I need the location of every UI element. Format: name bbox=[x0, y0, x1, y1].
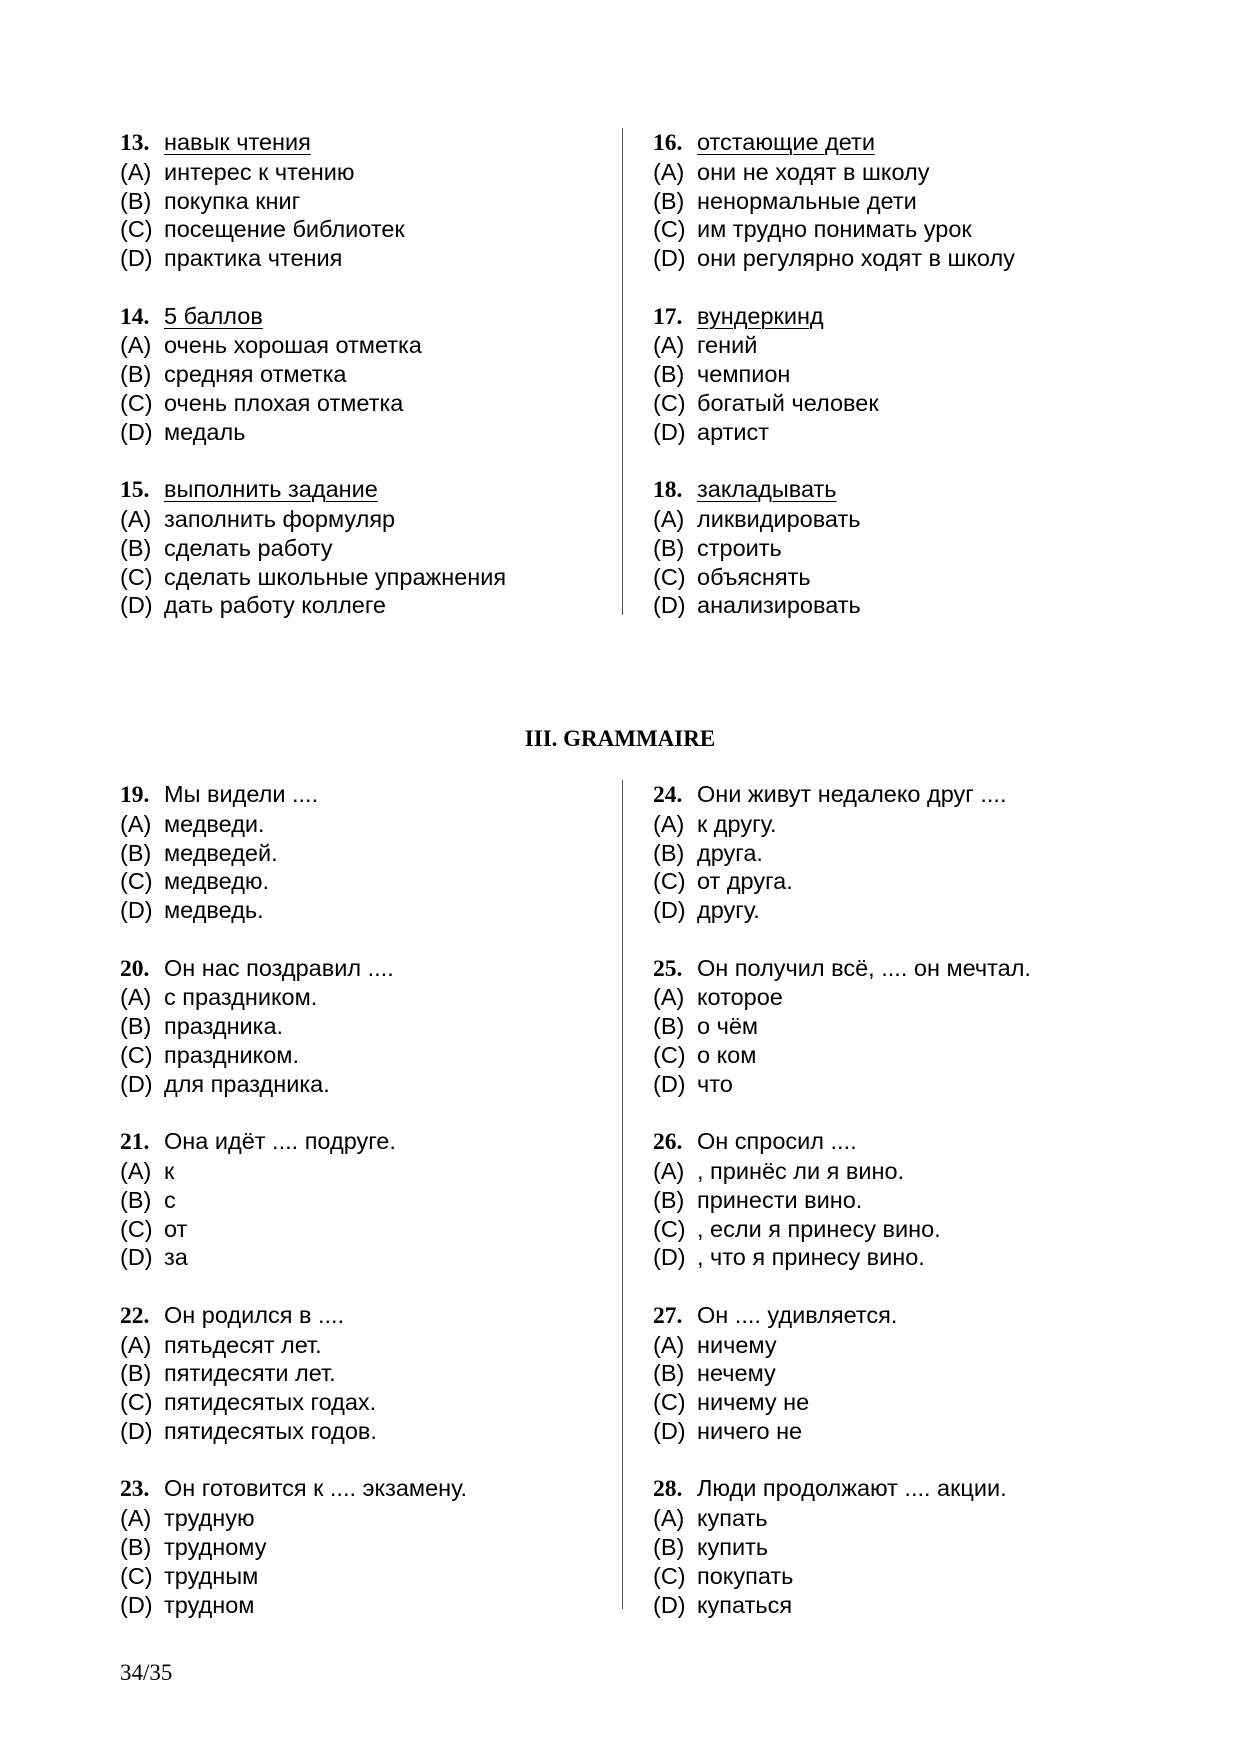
option-text: очень хорошая отметка bbox=[164, 332, 422, 359]
question-number: 20. bbox=[120, 955, 150, 982]
option-letter: (B) bbox=[120, 839, 152, 866]
question-14 bbox=[120, 302, 620, 447]
vocab-left-column bbox=[120, 128, 620, 649]
question-stem-line bbox=[120, 1474, 620, 1504]
question-23 bbox=[120, 1474, 620, 1619]
answer-option bbox=[120, 360, 620, 389]
option-text: ничего не bbox=[697, 1417, 803, 1444]
option-letter: (B) bbox=[120, 187, 152, 214]
option-text: покупать bbox=[697, 1562, 794, 1589]
question-stem-line bbox=[653, 128, 1153, 158]
answer-option bbox=[120, 1186, 620, 1215]
answer-option bbox=[653, 591, 1153, 620]
option-text: медведей. bbox=[164, 839, 278, 866]
answer-option bbox=[653, 360, 1153, 389]
question-stem-line bbox=[653, 780, 1153, 810]
option-text: трудном bbox=[164, 1591, 255, 1618]
option-text: принести вино. bbox=[697, 1186, 863, 1213]
answer-option bbox=[120, 591, 620, 620]
vocab-right-column bbox=[653, 128, 1153, 649]
question-stem: 5 баллов bbox=[164, 302, 263, 329]
option-letter: (D) bbox=[653, 592, 686, 619]
question-number: 26. bbox=[653, 1129, 683, 1156]
answer-option bbox=[653, 505, 1153, 534]
option-text: другу. bbox=[697, 897, 760, 924]
answer-option bbox=[120, 331, 620, 360]
option-text: о ком bbox=[697, 1041, 757, 1068]
question-number: 15. bbox=[120, 477, 150, 504]
option-letter: (A) bbox=[120, 984, 152, 1011]
question-stem: отстающие дети bbox=[697, 129, 875, 155]
answer-option bbox=[120, 1359, 620, 1388]
answer-option bbox=[120, 158, 620, 187]
option-letter: (A) bbox=[653, 984, 685, 1011]
option-text: , что я принесу вино. bbox=[697, 1244, 925, 1271]
option-text: сделать работу bbox=[164, 534, 333, 561]
option-letter: (C) bbox=[120, 1041, 153, 1068]
question-21 bbox=[120, 1127, 620, 1272]
option-text: от друга. bbox=[697, 868, 793, 895]
option-letter: (B) bbox=[120, 1360, 152, 1387]
option-letter: (D) bbox=[653, 1070, 686, 1097]
answer-option bbox=[653, 1417, 1153, 1446]
option-text: ничему bbox=[697, 1331, 777, 1358]
option-text: праздника. bbox=[164, 1013, 284, 1040]
question-stem-line bbox=[120, 302, 620, 332]
question-stem-line bbox=[120, 954, 620, 984]
answer-option bbox=[120, 244, 620, 273]
answer-option bbox=[120, 1215, 620, 1244]
option-letter: (A) bbox=[120, 158, 152, 185]
question-stem-line bbox=[653, 475, 1153, 505]
option-letter: (B) bbox=[653, 187, 685, 214]
option-text: о чём bbox=[697, 1013, 759, 1040]
option-text: им трудно понимать урок bbox=[697, 216, 972, 243]
answer-option bbox=[653, 1331, 1153, 1360]
option-letter: (C) bbox=[653, 389, 686, 416]
answer-option bbox=[120, 1504, 620, 1533]
option-text: с bbox=[164, 1186, 176, 1213]
question-19 bbox=[120, 780, 620, 925]
option-letter: (C) bbox=[653, 1389, 686, 1416]
option-letter: (D) bbox=[120, 1417, 153, 1444]
question-number: 14. bbox=[120, 303, 150, 330]
option-letter: (D) bbox=[120, 1591, 153, 1618]
option-letter: (B) bbox=[120, 361, 152, 388]
question-stem: вундеркинд bbox=[697, 302, 824, 329]
question-number: 18. bbox=[653, 477, 683, 504]
option-text: , принёс ли я вино. bbox=[697, 1157, 905, 1184]
question-26 bbox=[653, 1127, 1153, 1272]
question-stem: Они живут недалеко друг .... bbox=[697, 781, 1007, 807]
option-text: средняя отметка bbox=[164, 361, 347, 388]
answer-option bbox=[653, 1041, 1153, 1070]
page-number: 34/35 bbox=[120, 1660, 173, 1685]
option-text: посещение библиотек bbox=[164, 216, 405, 243]
option-letter: (B) bbox=[120, 1186, 152, 1213]
option-text: ликвидировать bbox=[697, 505, 861, 532]
answer-option bbox=[653, 187, 1153, 216]
answer-option bbox=[653, 563, 1153, 592]
question-13 bbox=[120, 128, 620, 273]
option-text: медведю. bbox=[164, 868, 270, 895]
option-letter: (D) bbox=[653, 1244, 686, 1271]
question-number: 22. bbox=[120, 1302, 150, 1329]
question-number: 27. bbox=[653, 1302, 683, 1329]
question-stem: навык чтения bbox=[164, 129, 311, 155]
option-letter: (A) bbox=[120, 505, 152, 532]
option-text: купаться bbox=[697, 1591, 793, 1618]
option-letter: (C) bbox=[120, 868, 153, 895]
option-text: пятидесятых годах. bbox=[164, 1389, 377, 1416]
option-text: артист bbox=[697, 418, 770, 445]
question-stem: Он спросил .... bbox=[697, 1128, 857, 1155]
option-text: трудным bbox=[164, 1562, 259, 1589]
question-stem: Он готовится к .... экзамену. bbox=[164, 1475, 468, 1502]
question-number: 17. bbox=[653, 303, 683, 330]
answer-option bbox=[120, 1388, 620, 1417]
question-number: 16. bbox=[653, 130, 683, 156]
answer-option bbox=[120, 867, 620, 896]
answer-option bbox=[120, 1533, 620, 1562]
answer-option bbox=[653, 1504, 1153, 1533]
option-letter: (C) bbox=[653, 1215, 686, 1242]
answer-option bbox=[653, 534, 1153, 563]
answer-option bbox=[120, 1070, 620, 1099]
option-letter: (B) bbox=[653, 1013, 685, 1040]
option-letter: (B) bbox=[653, 361, 685, 388]
question-27 bbox=[653, 1301, 1153, 1446]
option-letter: (A) bbox=[120, 1505, 152, 1532]
option-letter: (B) bbox=[653, 1360, 685, 1387]
answer-option bbox=[653, 1388, 1153, 1417]
question-17 bbox=[653, 302, 1153, 447]
option-letter: (C) bbox=[653, 868, 686, 895]
question-15 bbox=[120, 475, 620, 620]
option-letter: (A) bbox=[653, 810, 685, 837]
answer-option bbox=[120, 534, 620, 563]
answer-option bbox=[653, 1243, 1153, 1272]
answer-option bbox=[120, 1331, 620, 1360]
answer-option bbox=[120, 839, 620, 868]
option-letter: (B) bbox=[120, 534, 152, 561]
option-letter: (A) bbox=[653, 158, 685, 185]
option-letter: (D) bbox=[653, 245, 686, 272]
option-text: очень плохая отметка bbox=[164, 389, 404, 416]
answer-option bbox=[653, 418, 1153, 447]
question-24 bbox=[653, 780, 1153, 925]
option-letter: (A) bbox=[120, 810, 152, 837]
question-stem: Мы видели .... bbox=[164, 781, 319, 807]
answer-option bbox=[653, 1562, 1153, 1591]
option-text: с праздником. bbox=[164, 984, 318, 1011]
answer-option bbox=[653, 1186, 1153, 1215]
option-letter: (B) bbox=[120, 1533, 152, 1560]
option-letter: (A) bbox=[653, 505, 685, 532]
option-letter: (B) bbox=[653, 1186, 685, 1213]
option-text: медаль bbox=[164, 418, 246, 445]
option-text: за bbox=[164, 1244, 188, 1271]
option-text: к другу. bbox=[697, 810, 777, 837]
option-text: которое bbox=[697, 984, 783, 1011]
answer-option bbox=[120, 1591, 620, 1620]
question-stem-line bbox=[653, 1301, 1153, 1331]
option-text: от bbox=[164, 1215, 188, 1242]
question-stem: Он .... удивляется. bbox=[697, 1301, 898, 1328]
option-text: купить bbox=[697, 1533, 769, 1560]
option-letter: (C) bbox=[653, 1562, 686, 1589]
grammar-left-column bbox=[120, 780, 620, 1648]
option-text: купать bbox=[697, 1505, 768, 1532]
option-text: трудному bbox=[164, 1533, 267, 1560]
answer-option bbox=[653, 1533, 1153, 1562]
option-text: медведи. bbox=[164, 810, 265, 837]
option-text: к bbox=[164, 1157, 175, 1184]
option-letter: (D) bbox=[653, 418, 686, 445]
option-text: дать работу коллеге bbox=[164, 592, 386, 619]
option-text: трудную bbox=[164, 1505, 255, 1532]
answer-option bbox=[653, 215, 1153, 244]
option-letter: (C) bbox=[653, 216, 686, 243]
option-text: ничему не bbox=[697, 1389, 810, 1416]
answer-option bbox=[653, 810, 1153, 839]
answer-option bbox=[120, 1417, 620, 1446]
option-text: что bbox=[697, 1070, 733, 1097]
grammar-column-divider bbox=[622, 780, 623, 1609]
answer-option bbox=[653, 244, 1153, 273]
option-text: строить bbox=[697, 534, 782, 561]
option-text: пятидесяти лет. bbox=[164, 1360, 336, 1387]
option-text: заполнить формуляр bbox=[164, 505, 396, 532]
answer-option bbox=[653, 983, 1153, 1012]
option-letter: (B) bbox=[653, 839, 685, 866]
answer-option bbox=[653, 389, 1153, 418]
option-text: богатый человек bbox=[697, 389, 879, 416]
section-title: III. GRAMMAIRE bbox=[524, 726, 716, 751]
question-number: 13. bbox=[120, 130, 150, 156]
question-stem: Он нас поздравил .... bbox=[164, 954, 394, 981]
answer-option bbox=[120, 896, 620, 925]
question-stem: Она идёт .... подруге. bbox=[164, 1128, 396, 1155]
question-25 bbox=[653, 954, 1153, 1099]
answer-option bbox=[120, 563, 620, 592]
option-letter: (D) bbox=[120, 245, 153, 272]
option-text: , если я принесу вино. bbox=[697, 1215, 941, 1242]
option-text: чемпион bbox=[697, 361, 791, 388]
question-22 bbox=[120, 1301, 620, 1446]
option-text: анализировать bbox=[697, 592, 861, 619]
question-stem-line bbox=[653, 954, 1153, 984]
option-letter: (A) bbox=[653, 332, 685, 359]
option-text: друга. bbox=[697, 839, 763, 866]
answer-option bbox=[653, 331, 1153, 360]
answer-option bbox=[120, 187, 620, 216]
question-stem: закладывать bbox=[697, 476, 837, 503]
option-letter: (C) bbox=[120, 216, 153, 243]
question-stem-line bbox=[653, 1127, 1153, 1157]
option-letter: (D) bbox=[653, 1591, 686, 1618]
answer-option bbox=[120, 1041, 620, 1070]
option-text: интерес к чтению bbox=[164, 158, 355, 185]
question-16 bbox=[653, 128, 1153, 273]
option-letter: (C) bbox=[120, 389, 153, 416]
option-letter: (C) bbox=[653, 563, 686, 590]
question-stem-line bbox=[120, 1127, 620, 1157]
question-18 bbox=[653, 475, 1153, 620]
question-stem: выполнить задание bbox=[164, 476, 378, 503]
answer-option bbox=[120, 1243, 620, 1272]
question-20 bbox=[120, 954, 620, 1099]
option-text: объяснять bbox=[697, 563, 811, 590]
option-letter: (B) bbox=[120, 1013, 152, 1040]
question-stem-line bbox=[120, 1301, 620, 1331]
option-text: они не ходят в школу bbox=[697, 158, 930, 185]
answer-option bbox=[120, 1012, 620, 1041]
answer-option bbox=[120, 215, 620, 244]
option-letter: (C) bbox=[653, 1041, 686, 1068]
option-text: они регулярно ходят в школу bbox=[697, 245, 1015, 272]
option-text: ненормальные дети bbox=[697, 187, 917, 214]
question-28 bbox=[653, 1474, 1153, 1619]
option-text: для праздника. bbox=[164, 1070, 330, 1097]
option-text: праздником. bbox=[164, 1041, 299, 1068]
question-number: 19. bbox=[120, 782, 150, 808]
answer-option bbox=[653, 896, 1153, 925]
option-letter: (C) bbox=[120, 1389, 153, 1416]
question-number: 25. bbox=[653, 955, 683, 982]
option-letter: (A) bbox=[653, 1505, 685, 1532]
option-text: гений bbox=[697, 332, 758, 359]
answer-option bbox=[120, 389, 620, 418]
answer-option bbox=[653, 867, 1153, 896]
question-stem: Люди продолжают .... акции. bbox=[697, 1475, 1007, 1502]
option-letter: (A) bbox=[120, 1157, 152, 1184]
option-letter: (D) bbox=[120, 897, 153, 924]
option-letter: (D) bbox=[120, 418, 153, 445]
option-text: пятидесятых годов. bbox=[164, 1417, 377, 1444]
option-letter: (C) bbox=[120, 1215, 153, 1242]
vocab-column-divider bbox=[622, 128, 623, 615]
answer-option bbox=[120, 418, 620, 447]
option-letter: (A) bbox=[120, 1331, 152, 1358]
question-stem-line bbox=[653, 302, 1153, 332]
option-letter: (B) bbox=[653, 534, 685, 561]
question-stem: Он родился в .... bbox=[164, 1301, 345, 1328]
answer-option bbox=[120, 505, 620, 534]
option-text: пятьдесят лет. bbox=[164, 1331, 322, 1358]
answer-option bbox=[653, 839, 1153, 868]
option-letter: (C) bbox=[120, 563, 153, 590]
answer-option bbox=[120, 810, 620, 839]
option-letter: (A) bbox=[120, 332, 152, 359]
answer-option bbox=[653, 1591, 1153, 1620]
answer-option bbox=[120, 983, 620, 1012]
question-number: 21. bbox=[120, 1129, 150, 1156]
option-letter: (D) bbox=[120, 592, 153, 619]
answer-option bbox=[653, 1359, 1153, 1388]
option-text: медведь. bbox=[164, 897, 264, 924]
question-stem: Он получил всё, .... он мечтал. bbox=[697, 954, 1031, 981]
answer-option bbox=[653, 1070, 1153, 1099]
answer-option bbox=[120, 1157, 620, 1186]
option-letter: (A) bbox=[653, 1331, 685, 1358]
question-stem-line bbox=[120, 475, 620, 505]
question-stem-line bbox=[120, 128, 620, 158]
option-letter: (D) bbox=[653, 897, 686, 924]
question-stem-line bbox=[653, 1474, 1153, 1504]
answer-option bbox=[120, 1562, 620, 1591]
option-text: практика чтения bbox=[164, 245, 343, 272]
answer-option bbox=[653, 158, 1153, 187]
question-number: 23. bbox=[120, 1476, 150, 1503]
option-letter: (A) bbox=[653, 1157, 685, 1184]
question-stem-line bbox=[120, 780, 620, 810]
grammar-right-column bbox=[653, 780, 1153, 1648]
answer-option bbox=[653, 1157, 1153, 1186]
option-text: сделать школьные упражнения bbox=[164, 563, 507, 590]
option-text: покупка книг bbox=[164, 187, 301, 214]
question-number: 24. bbox=[653, 782, 683, 808]
option-letter: (D) bbox=[653, 1417, 686, 1444]
option-letter: (D) bbox=[120, 1244, 153, 1271]
option-letter: (B) bbox=[653, 1533, 685, 1560]
question-number: 28. bbox=[653, 1476, 683, 1503]
option-letter: (C) bbox=[120, 1562, 153, 1589]
answer-option bbox=[653, 1012, 1153, 1041]
answer-option bbox=[653, 1215, 1153, 1244]
option-text: нечему bbox=[697, 1360, 776, 1387]
option-letter: (D) bbox=[120, 1070, 153, 1097]
